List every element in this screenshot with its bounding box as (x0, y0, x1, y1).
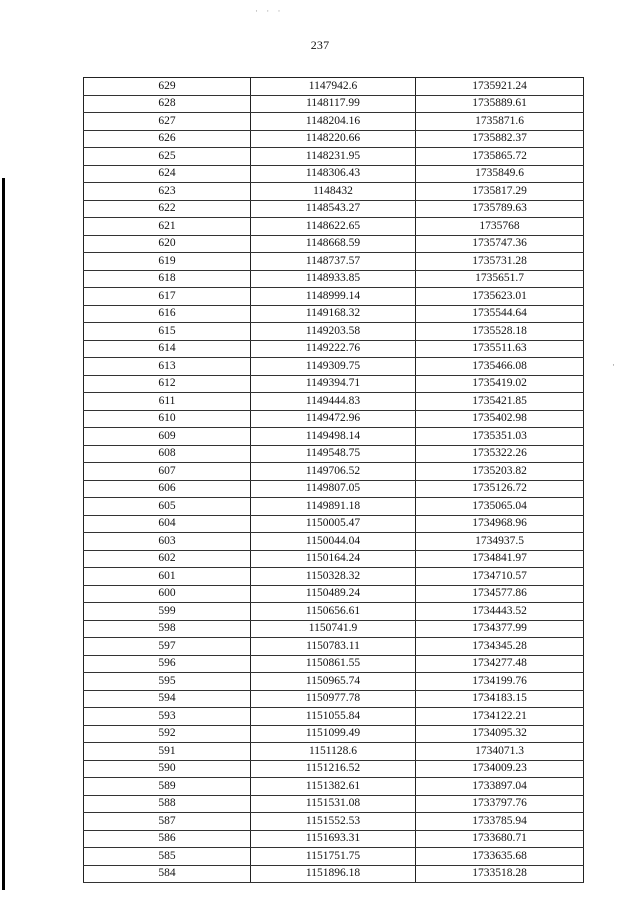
y-coordinate-cell: 1735511.63 (416, 340, 584, 358)
y-coordinate-cell: 1735322.26 (416, 445, 584, 463)
x-coordinate-cell: 1148220.66 (251, 130, 416, 148)
point-number-cell: 586 (84, 830, 251, 848)
table-row (84, 778, 584, 796)
y-coordinate-cell: 1735065.04 (416, 498, 584, 516)
table-row (84, 323, 584, 341)
y-coordinate-cell: 1735544.64 (416, 305, 584, 323)
x-coordinate-cell: 1149706.52 (251, 463, 416, 481)
y-coordinate-cell: 1735882.37 (416, 130, 584, 148)
y-coordinate-cell: 1735351.03 (416, 428, 584, 446)
point-number-cell: 624 (84, 165, 251, 183)
table-row (84, 200, 584, 218)
x-coordinate-cell: 1150164.24 (251, 550, 416, 568)
point-number-cell: 600 (84, 585, 251, 603)
table-row (84, 498, 584, 516)
x-coordinate-cell: 1151531.08 (251, 795, 416, 813)
x-coordinate-cell: 1150489.24 (251, 585, 416, 603)
table-row (84, 813, 584, 831)
y-coordinate-cell: 1735768 (416, 218, 584, 236)
table-row (84, 463, 584, 481)
table-row (84, 515, 584, 533)
y-coordinate-cell: 1734095.32 (416, 725, 584, 743)
table-row (84, 760, 584, 778)
x-coordinate-cell: 1151216.52 (251, 760, 416, 778)
x-coordinate-cell: 1148306.43 (251, 165, 416, 183)
table-row (84, 568, 584, 586)
point-number-cell: 591 (84, 743, 251, 761)
y-coordinate-cell: 1735731.28 (416, 253, 584, 271)
point-number-cell: 594 (84, 690, 251, 708)
table-row (84, 218, 584, 236)
point-number-cell: 593 (84, 708, 251, 726)
table-row (84, 585, 584, 603)
y-coordinate-cell: 1735849.6 (416, 165, 584, 183)
table-row (84, 305, 584, 323)
y-coordinate-cell: 1735921.24 (416, 78, 584, 96)
point-number-cell: 609 (84, 428, 251, 446)
table-row (84, 78, 584, 96)
table-row (84, 638, 584, 656)
x-coordinate-cell: 1149222.76 (251, 340, 416, 358)
y-coordinate-cell: 1733897.04 (416, 778, 584, 796)
x-coordinate-cell: 1150861.55 (251, 655, 416, 673)
point-number-cell: 617 (84, 288, 251, 306)
x-coordinate-cell: 1149807.05 (251, 480, 416, 498)
scan-artifact: · · · (255, 6, 284, 16)
y-coordinate-cell: 1733518.28 (416, 865, 584, 883)
x-coordinate-cell: 1149394.71 (251, 375, 416, 393)
point-number-cell: 621 (84, 218, 251, 236)
y-coordinate-cell: 1734443.52 (416, 603, 584, 621)
x-coordinate-cell: 1149168.32 (251, 305, 416, 323)
point-number-cell: 605 (84, 498, 251, 516)
table-row (84, 830, 584, 848)
x-coordinate-cell: 1148543.27 (251, 200, 416, 218)
point-number-cell: 584 (84, 865, 251, 883)
point-number-cell: 611 (84, 393, 251, 411)
point-number-cell: 592 (84, 725, 251, 743)
y-coordinate-cell: 1735402.98 (416, 410, 584, 428)
table-row (84, 480, 584, 498)
y-coordinate-cell: 1733635.68 (416, 848, 584, 866)
y-coordinate-cell: 1735865.72 (416, 148, 584, 166)
point-number-cell: 588 (84, 795, 251, 813)
y-coordinate-cell: 1734183.15 (416, 690, 584, 708)
point-number-cell: 597 (84, 638, 251, 656)
point-number-cell: 604 (84, 515, 251, 533)
y-coordinate-cell: 1733785.94 (416, 813, 584, 831)
x-coordinate-cell: 1151128.6 (251, 743, 416, 761)
x-coordinate-cell: 1149203.58 (251, 323, 416, 341)
x-coordinate-cell: 1147942.6 (251, 78, 416, 96)
y-coordinate-cell: 1734199.76 (416, 673, 584, 691)
x-coordinate-cell: 1150965.74 (251, 673, 416, 691)
table-row (84, 690, 584, 708)
point-number-cell: 606 (84, 480, 251, 498)
point-number-cell: 613 (84, 358, 251, 376)
y-coordinate-cell: 1734377.99 (416, 620, 584, 638)
point-number-cell: 622 (84, 200, 251, 218)
y-coordinate-cell: 1734968.96 (416, 515, 584, 533)
y-coordinate-cell: 1735817.29 (416, 183, 584, 201)
point-number-cell: 596 (84, 655, 251, 673)
point-number-cell: 623 (84, 183, 251, 201)
table-row (84, 550, 584, 568)
x-coordinate-cell: 1150741.9 (251, 620, 416, 638)
point-number-cell: 616 (84, 305, 251, 323)
table-row (84, 235, 584, 253)
x-coordinate-cell: 1148737.57 (251, 253, 416, 271)
y-coordinate-cell: 1734577.86 (416, 585, 584, 603)
y-coordinate-cell: 1735203.82 (416, 463, 584, 481)
y-coordinate-cell: 1735789.63 (416, 200, 584, 218)
table-row (84, 533, 584, 551)
table-row (84, 130, 584, 148)
point-number-cell: 587 (84, 813, 251, 831)
page-number: 237 (310, 38, 330, 52)
point-number-cell: 607 (84, 463, 251, 481)
point-number-cell: 585 (84, 848, 251, 866)
table-row (84, 428, 584, 446)
point-number-cell: 598 (84, 620, 251, 638)
point-number-cell: 610 (84, 410, 251, 428)
y-coordinate-cell: 1735623.01 (416, 288, 584, 306)
point-number-cell: 619 (84, 253, 251, 271)
y-coordinate-cell: 1735747.36 (416, 235, 584, 253)
coordinates-table (83, 77, 584, 883)
point-number-cell: 615 (84, 323, 251, 341)
x-coordinate-cell: 1151055.84 (251, 708, 416, 726)
point-number-cell: 599 (84, 603, 251, 621)
x-coordinate-cell: 1151896.18 (251, 865, 416, 883)
y-coordinate-cell: 1735126.72 (416, 480, 584, 498)
x-coordinate-cell: 1149444.83 (251, 393, 416, 411)
x-coordinate-cell: 1150328.32 (251, 568, 416, 586)
y-coordinate-cell: 1735466.08 (416, 358, 584, 376)
point-number-cell: 612 (84, 375, 251, 393)
x-coordinate-cell: 1148999.14 (251, 288, 416, 306)
scan-edge-mark (2, 178, 5, 890)
y-coordinate-cell: 1734841.97 (416, 550, 584, 568)
table-row (84, 725, 584, 743)
point-number-cell: 601 (84, 568, 251, 586)
x-coordinate-cell: 1148668.59 (251, 235, 416, 253)
x-coordinate-cell: 1149548.75 (251, 445, 416, 463)
x-coordinate-cell: 1148622.65 (251, 218, 416, 236)
point-number-cell: 603 (84, 533, 251, 551)
x-coordinate-cell: 1151099.49 (251, 725, 416, 743)
point-number-cell: 629 (84, 78, 251, 96)
table-row (84, 340, 584, 358)
x-coordinate-cell: 1151552.53 (251, 813, 416, 831)
table-row (84, 743, 584, 761)
point-number-cell: 590 (84, 760, 251, 778)
x-coordinate-cell: 1149498.14 (251, 428, 416, 446)
x-coordinate-cell: 1149309.75 (251, 358, 416, 376)
x-coordinate-cell: 1151751.75 (251, 848, 416, 866)
y-coordinate-cell: 1735419.02 (416, 375, 584, 393)
point-number-cell: 625 (84, 148, 251, 166)
y-coordinate-cell: 1735871.6 (416, 113, 584, 131)
y-coordinate-cell: 1733680.71 (416, 830, 584, 848)
table-row (84, 270, 584, 288)
x-coordinate-cell: 1150656.61 (251, 603, 416, 621)
y-coordinate-cell: 1735528.18 (416, 323, 584, 341)
table-row (84, 673, 584, 691)
x-coordinate-cell: 1148204.16 (251, 113, 416, 131)
x-coordinate-cell: 1148117.99 (251, 95, 416, 113)
table-row (84, 848, 584, 866)
scan-speck: · (612, 360, 615, 370)
table-row (84, 655, 584, 673)
table-row (84, 183, 584, 201)
x-coordinate-cell: 1150977.78 (251, 690, 416, 708)
table-row (84, 95, 584, 113)
table-row (84, 865, 584, 883)
table-row (84, 410, 584, 428)
x-coordinate-cell: 1149472.96 (251, 410, 416, 428)
table-row (84, 375, 584, 393)
y-coordinate-cell: 1734345.28 (416, 638, 584, 656)
y-coordinate-cell: 1734071.3 (416, 743, 584, 761)
x-coordinate-cell: 1148432 (251, 183, 416, 201)
table-row (84, 148, 584, 166)
point-number-cell: 589 (84, 778, 251, 796)
table-row (84, 358, 584, 376)
x-coordinate-cell: 1150044.04 (251, 533, 416, 551)
table-row (84, 603, 584, 621)
table-row (84, 620, 584, 638)
y-coordinate-cell: 1734009.23 (416, 760, 584, 778)
y-coordinate-cell: 1734937.5 (416, 533, 584, 551)
point-number-cell: 618 (84, 270, 251, 288)
table-row (84, 165, 584, 183)
table-body (84, 78, 584, 883)
y-coordinate-cell: 1735421.85 (416, 393, 584, 411)
y-coordinate-cell: 1734122.21 (416, 708, 584, 726)
table-row (84, 253, 584, 271)
x-coordinate-cell: 1148231.95 (251, 148, 416, 166)
table-row (84, 445, 584, 463)
point-number-cell: 626 (84, 130, 251, 148)
point-number-cell: 614 (84, 340, 251, 358)
point-number-cell: 602 (84, 550, 251, 568)
table-row (84, 795, 584, 813)
point-number-cell: 620 (84, 235, 251, 253)
point-number-cell: 595 (84, 673, 251, 691)
point-number-cell: 628 (84, 95, 251, 113)
x-coordinate-cell: 1148933.85 (251, 270, 416, 288)
x-coordinate-cell: 1150005.47 (251, 515, 416, 533)
table-row (84, 113, 584, 131)
y-coordinate-cell: 1734710.57 (416, 568, 584, 586)
table-row (84, 393, 584, 411)
point-number-cell: 608 (84, 445, 251, 463)
table-row (84, 288, 584, 306)
x-coordinate-cell: 1149891.18 (251, 498, 416, 516)
table-row (84, 708, 584, 726)
y-coordinate-cell: 1735889.61 (416, 95, 584, 113)
x-coordinate-cell: 1150783.11 (251, 638, 416, 656)
point-number-cell: 627 (84, 113, 251, 131)
x-coordinate-cell: 1151693.31 (251, 830, 416, 848)
y-coordinate-cell: 1733797.76 (416, 795, 584, 813)
y-coordinate-cell: 1735651.7 (416, 270, 584, 288)
x-coordinate-cell: 1151382.61 (251, 778, 416, 796)
y-coordinate-cell: 1734277.48 (416, 655, 584, 673)
